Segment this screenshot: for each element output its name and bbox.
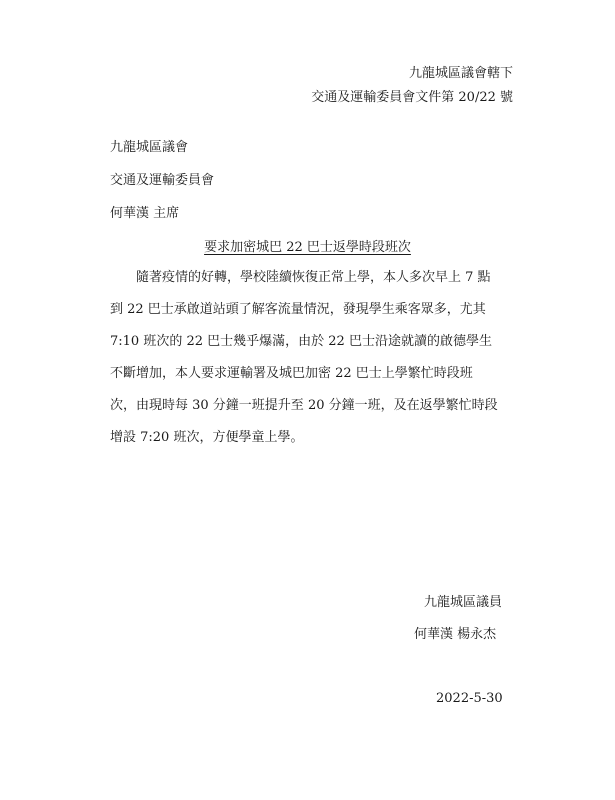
document-title-text: 要求加密城巴 22 巴士返學時段班次 [204, 240, 411, 255]
body-line: 次，由現時每 30 分鐘一班提升至 20 分鐘一班，及在返學繁忙時段 [110, 398, 498, 413]
signature-role: 九龍城區議員 [424, 595, 503, 610]
body-line: 不斷增加，本人要求運輸署及城巴加密 22 巴士上學繁忙時段班 [110, 366, 473, 381]
body-line: 增設 7:20 班次，方便學童上學。 [110, 430, 304, 445]
recipient-committee: 交通及運輸委員會 [110, 173, 215, 188]
body-line: 隨著疫情的好轉，學校陸續恢復正常上學，本人多次早上 7 點 [110, 270, 491, 285]
recipient-council: 九龍城區議會 [110, 140, 189, 155]
signature-names: 何華漢 楊永杰 [414, 627, 497, 642]
document-date: 2022-5-30 [436, 691, 503, 706]
body-line: 到 22 巴士承啟道站頭了解客流量情況，發現學生乘客眾多，尤其 [110, 302, 486, 317]
document-title [0, 236, 615, 255]
header-council-line: 九龍城區議會轄下 [408, 66, 513, 81]
recipient-chairman: 何華漢 主席 [110, 206, 180, 221]
header-document-number: 交通及運輸委員會文件第 20/22 號 [311, 90, 513, 105]
document-body [110, 262, 508, 454]
body-line: 7:10 班次的 22 巴士幾乎爆滿，由於 22 巴士沿途就讀的啟德學生 [110, 334, 492, 349]
